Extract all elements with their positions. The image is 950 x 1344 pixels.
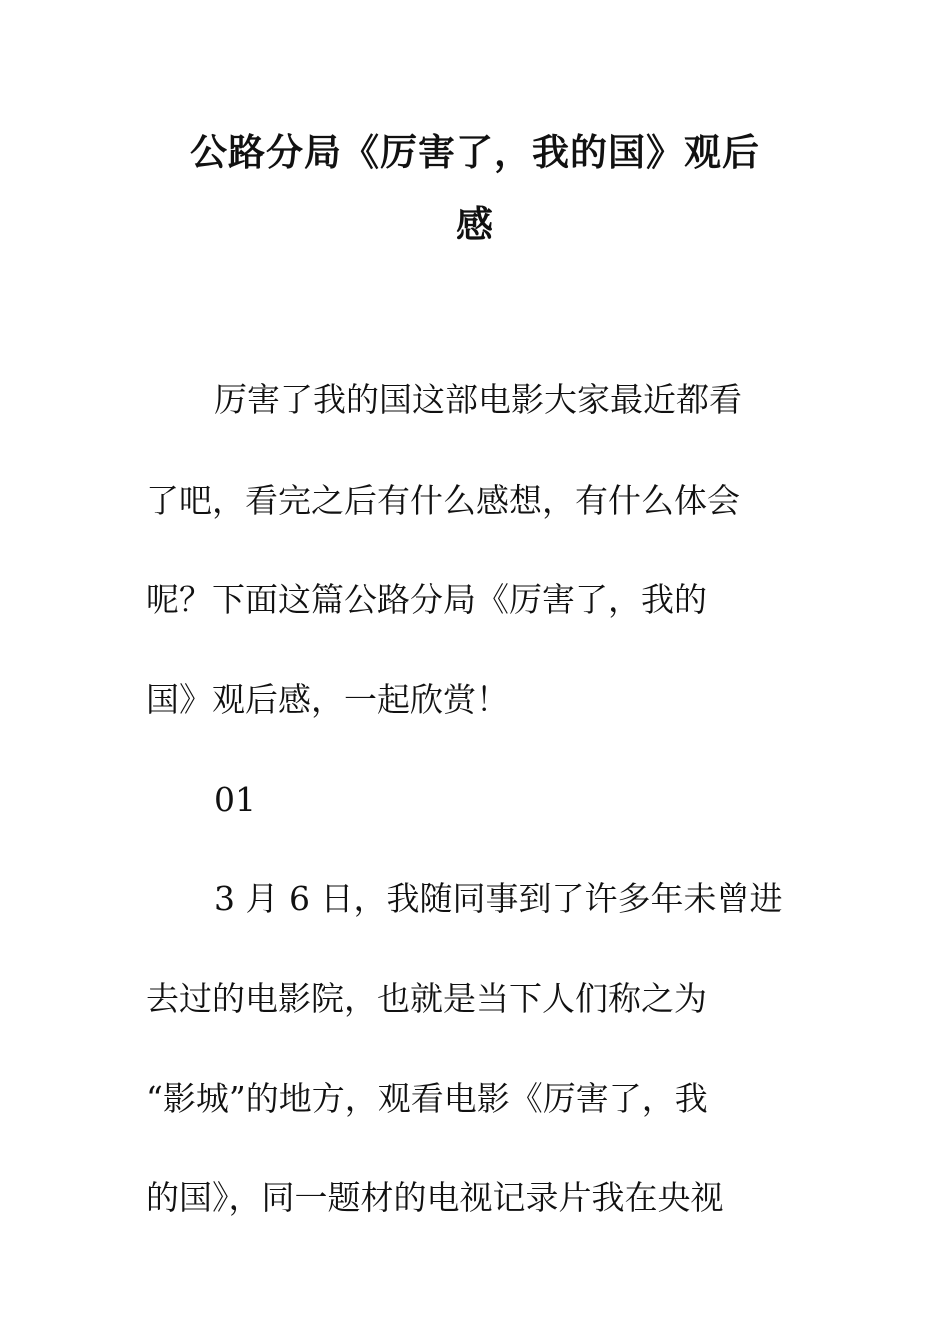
document-title <box>140 117 810 261</box>
paragraph-line: “影城”的地方，观看电影《厉害了，我 <box>146 1079 708 1118</box>
paragraph-line: 去过的电影院，也就是当下人们称之为 <box>146 979 707 1018</box>
paragraph-line: 国》观后感，一起欣赏！ <box>146 680 509 719</box>
paragraph-line: 的国》，同一题材的电视记录片我在央视 <box>146 1178 724 1217</box>
document-title-line-1: 公路分局《厉害了，我的国》观后 <box>190 131 760 174</box>
paragraph-line: 了吧，看完之后有什么感想，有什么体会 <box>146 481 740 520</box>
paragraph-line: 厉害了我的国这部电影大家最近都看 <box>214 380 742 419</box>
paragraph-line: 呢？下面这篇公路分局《厉害了，我的 <box>146 580 707 619</box>
section-number: 01 <box>214 780 256 819</box>
paragraph-line: 3 月 6 日，我随同事到了许多年未曾进 <box>214 879 783 918</box>
document-title-line-2: 感 <box>456 203 494 246</box>
